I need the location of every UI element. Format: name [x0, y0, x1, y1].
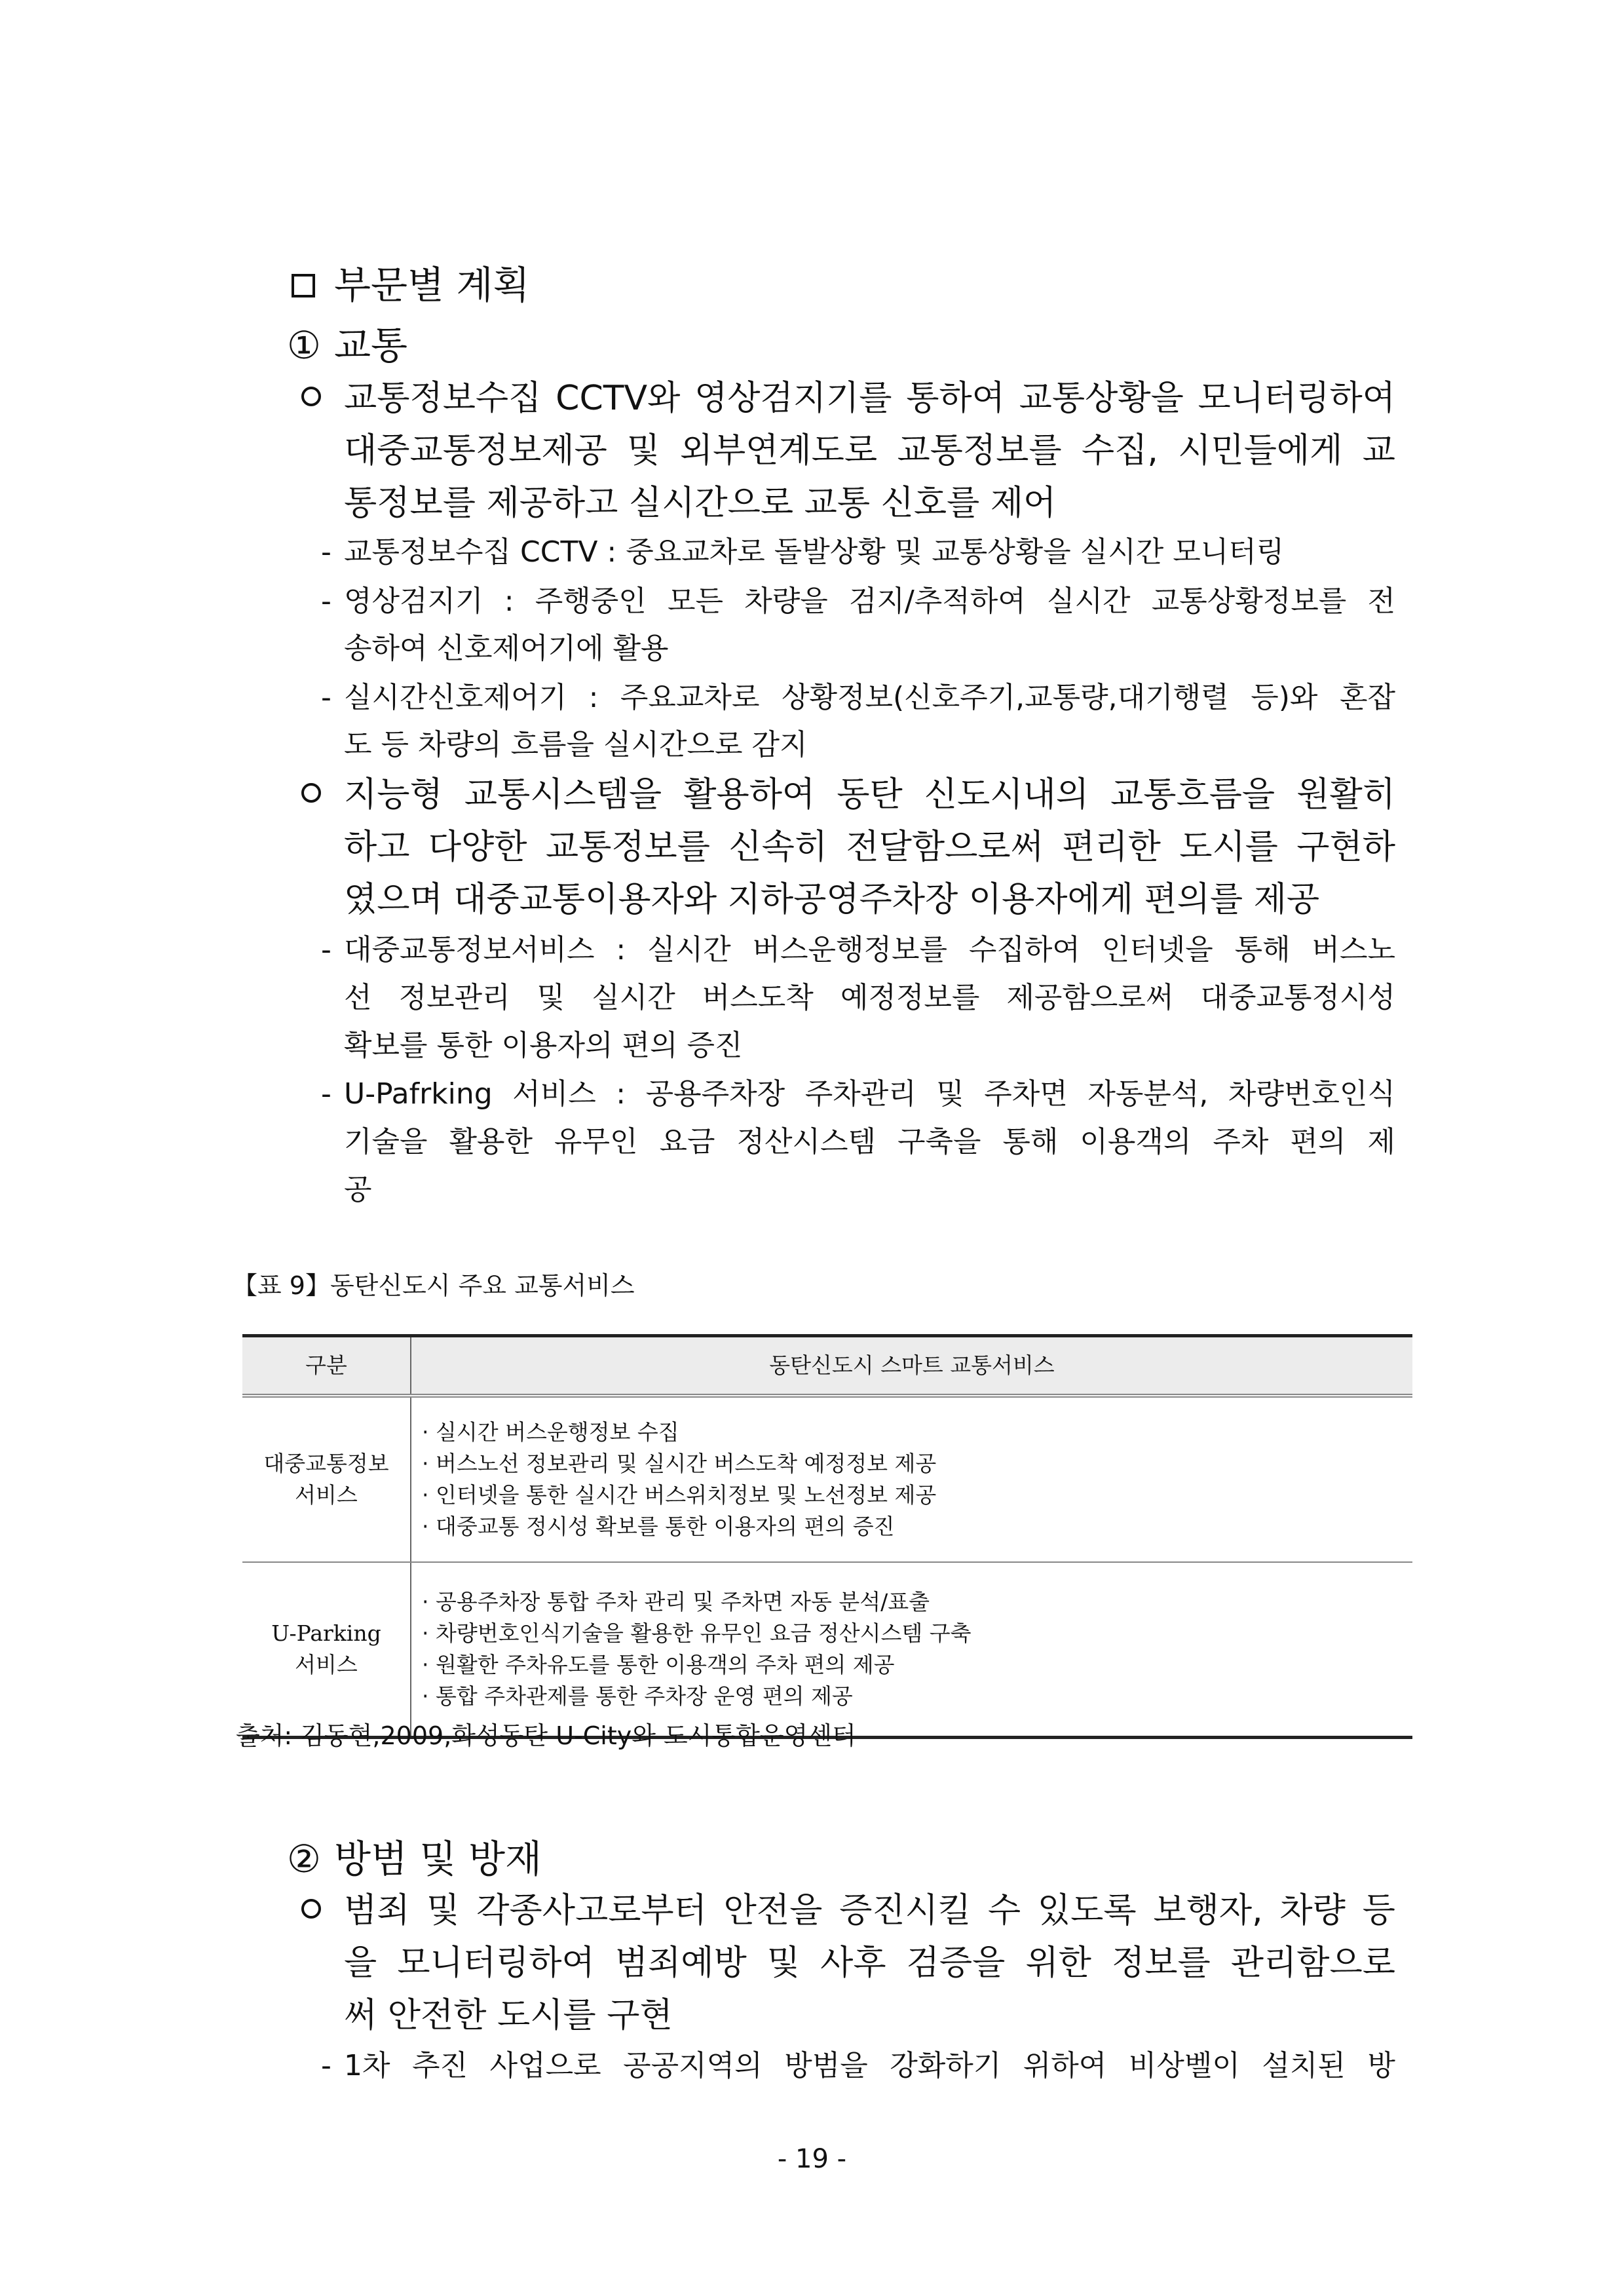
list-item-line: 대중교통정보서비스 : 실시간 버스운행정보를 수집하여 인터넷을 통해 버스노: [344, 933, 1395, 966]
paragraph-line: 하고 다양한 교통정보를 신속히 전달함으로써 편리한 도시를 구현하: [344, 828, 1395, 867]
circle-bullet-icon: [301, 387, 321, 406]
subsection-number-1: ①: [287, 323, 321, 368]
table-item: · 인터넷을 통한 실시간 버스위치정보 및 노선정보 제공: [422, 1482, 937, 1508]
category-line: 서비스: [295, 1482, 358, 1508]
table-source: 출처: 김동현,2009,화성동탄 U-City와 도시통합운영센터: [236, 1721, 856, 1750]
list-item-line: 기술을 활용한 유무인 요금 정산시스템 구축을 통해 이용객의 주차 편의 제: [344, 1125, 1395, 1158]
category-line: 대중교통정보: [263, 1451, 389, 1476]
paragraph-line: 대중교통정보제공 및 외부연계도로 교통정보를 수집, 시민들에게 교: [344, 431, 1395, 470]
table-item: · 대중교통 정시성 확보를 통한 이용자의 편의 증진: [422, 1514, 895, 1539]
page-number: - 19 -: [777, 2144, 847, 2174]
paragraph-line: 을 모니터링하여 범죄예방 및 사후 검증을 위한 정보를 관리함으로: [344, 1943, 1395, 1983]
table-header-category: 구분: [242, 1336, 411, 1396]
section-title: 부문별 계획: [334, 263, 530, 307]
paragraph-line: 통정보를 제공하고 실시간으로 교통 신호를 제어: [344, 484, 1057, 523]
circle-bullet-icon: [301, 1899, 321, 1919]
table-item: · 차량번호인식기술을 활용한 유무인 요금 정산시스템 구축: [422, 1620, 972, 1646]
list-item-line: 영상검지기 : 주행중인 모든 차량을 검지/추적하여 실시간 교통상황정보를 전: [344, 584, 1395, 618]
table-item: · 공용주차장 통합 주차 관리 및 주차면 자동 분석/표출: [422, 1589, 930, 1615]
paragraph-line: 지능형 교통시스템을 활용하여 동탄 신도시내의 교통흐름을 원활히: [344, 775, 1395, 814]
table-cell-category: [242, 1396, 411, 1562]
list-item-line: 1차 추진 사업으로 공공지역의 방범을 강화하기 위하여 비상벨이 설치된 방: [344, 2049, 1395, 2082]
list-item-line: 도 등 차량의 흐름을 실시간으로 감지: [344, 728, 808, 761]
table-row: [242, 1562, 1412, 1738]
paragraph-line: 였으며 대중교통이용자와 지하공영주차장 이용자에게 편의를 제공: [344, 880, 1320, 919]
table-header-services: 동탄신도시 스마트 교통서비스: [411, 1336, 1412, 1396]
category-line: U-Parking: [271, 1620, 381, 1646]
dash-bullet: -: [321, 535, 331, 569]
table-item: · 버스노선 정보관리 및 실시간 버스도착 예정정보 제공: [422, 1451, 937, 1476]
table-item: · 원활한 주차유도를 통한 이용객의 주차 편의 제공: [422, 1652, 895, 1677]
list-item-line: 공: [344, 1173, 372, 1206]
category-line: 서비스: [295, 1652, 358, 1677]
paragraph-line: 범죄 및 각종사고로부터 안전을 증진시킬 수 있도록 보행자, 차량 등: [344, 1891, 1395, 1930]
table-caption: 【표 9】동탄신도시 주요 교통서비스: [233, 1271, 635, 1300]
paragraph-line: 교통정보수집 CCTV와 영상검지기를 통하여 교통상황을 모니터링하여: [344, 379, 1395, 418]
paragraph-line: 써 안전한 도시를 구현: [344, 1996, 673, 2035]
table-item: · 통합 주차관제를 통한 주차장 운영 편의 제공: [422, 1683, 853, 1709]
dash-bullet: -: [321, 584, 331, 618]
table-row: [242, 1396, 1412, 1562]
table-cell-items: [411, 1396, 1412, 1562]
dash-bullet: -: [321, 1077, 331, 1111]
dash-bullet: -: [321, 681, 331, 714]
list-item-line: 실시간신호제어기 : 주요교차로 상황정보(신호주기,교통량,대기행렬 등)와 혼잡: [344, 681, 1395, 714]
table-cell-items: [411, 1562, 1412, 1738]
list-item-line: 송하여 신호제어기에 활용: [344, 632, 669, 665]
list-item-line: 교통정보수집 CCTV : 중요교차로 돌발상황 및 교통상황을 실시간 모니터링: [344, 535, 1285, 569]
table-item: · 실시간 버스운행정보 수집: [422, 1419, 679, 1445]
list-item-line: 확보를 통한 이용자의 편의 증진: [344, 1029, 743, 1062]
list-item-line: U-Pafrking 서비스 : 공용주차장 주차관리 및 주차면 자동분석, 차량번호인식: [344, 1077, 1395, 1111]
subsection-title-2: 방범 및 방재: [334, 1837, 542, 1881]
dash-bullet: -: [321, 933, 331, 966]
circle-bullet-icon: [301, 783, 321, 803]
table-cell-category: [242, 1562, 411, 1738]
square-bullet-icon: [292, 274, 315, 297]
subsection-title-1: 교통: [334, 323, 408, 368]
dash-bullet: -: [321, 2049, 331, 2082]
table-header-row: [242, 1336, 1412, 1396]
traffic-services-table: [242, 1334, 1412, 1739]
subsection-number-2: ②: [287, 1837, 321, 1881]
list-item-line: 선 정보관리 및 실시간 버스도착 예정정보를 제공함으로써 대중교통정시성: [344, 981, 1395, 1014]
